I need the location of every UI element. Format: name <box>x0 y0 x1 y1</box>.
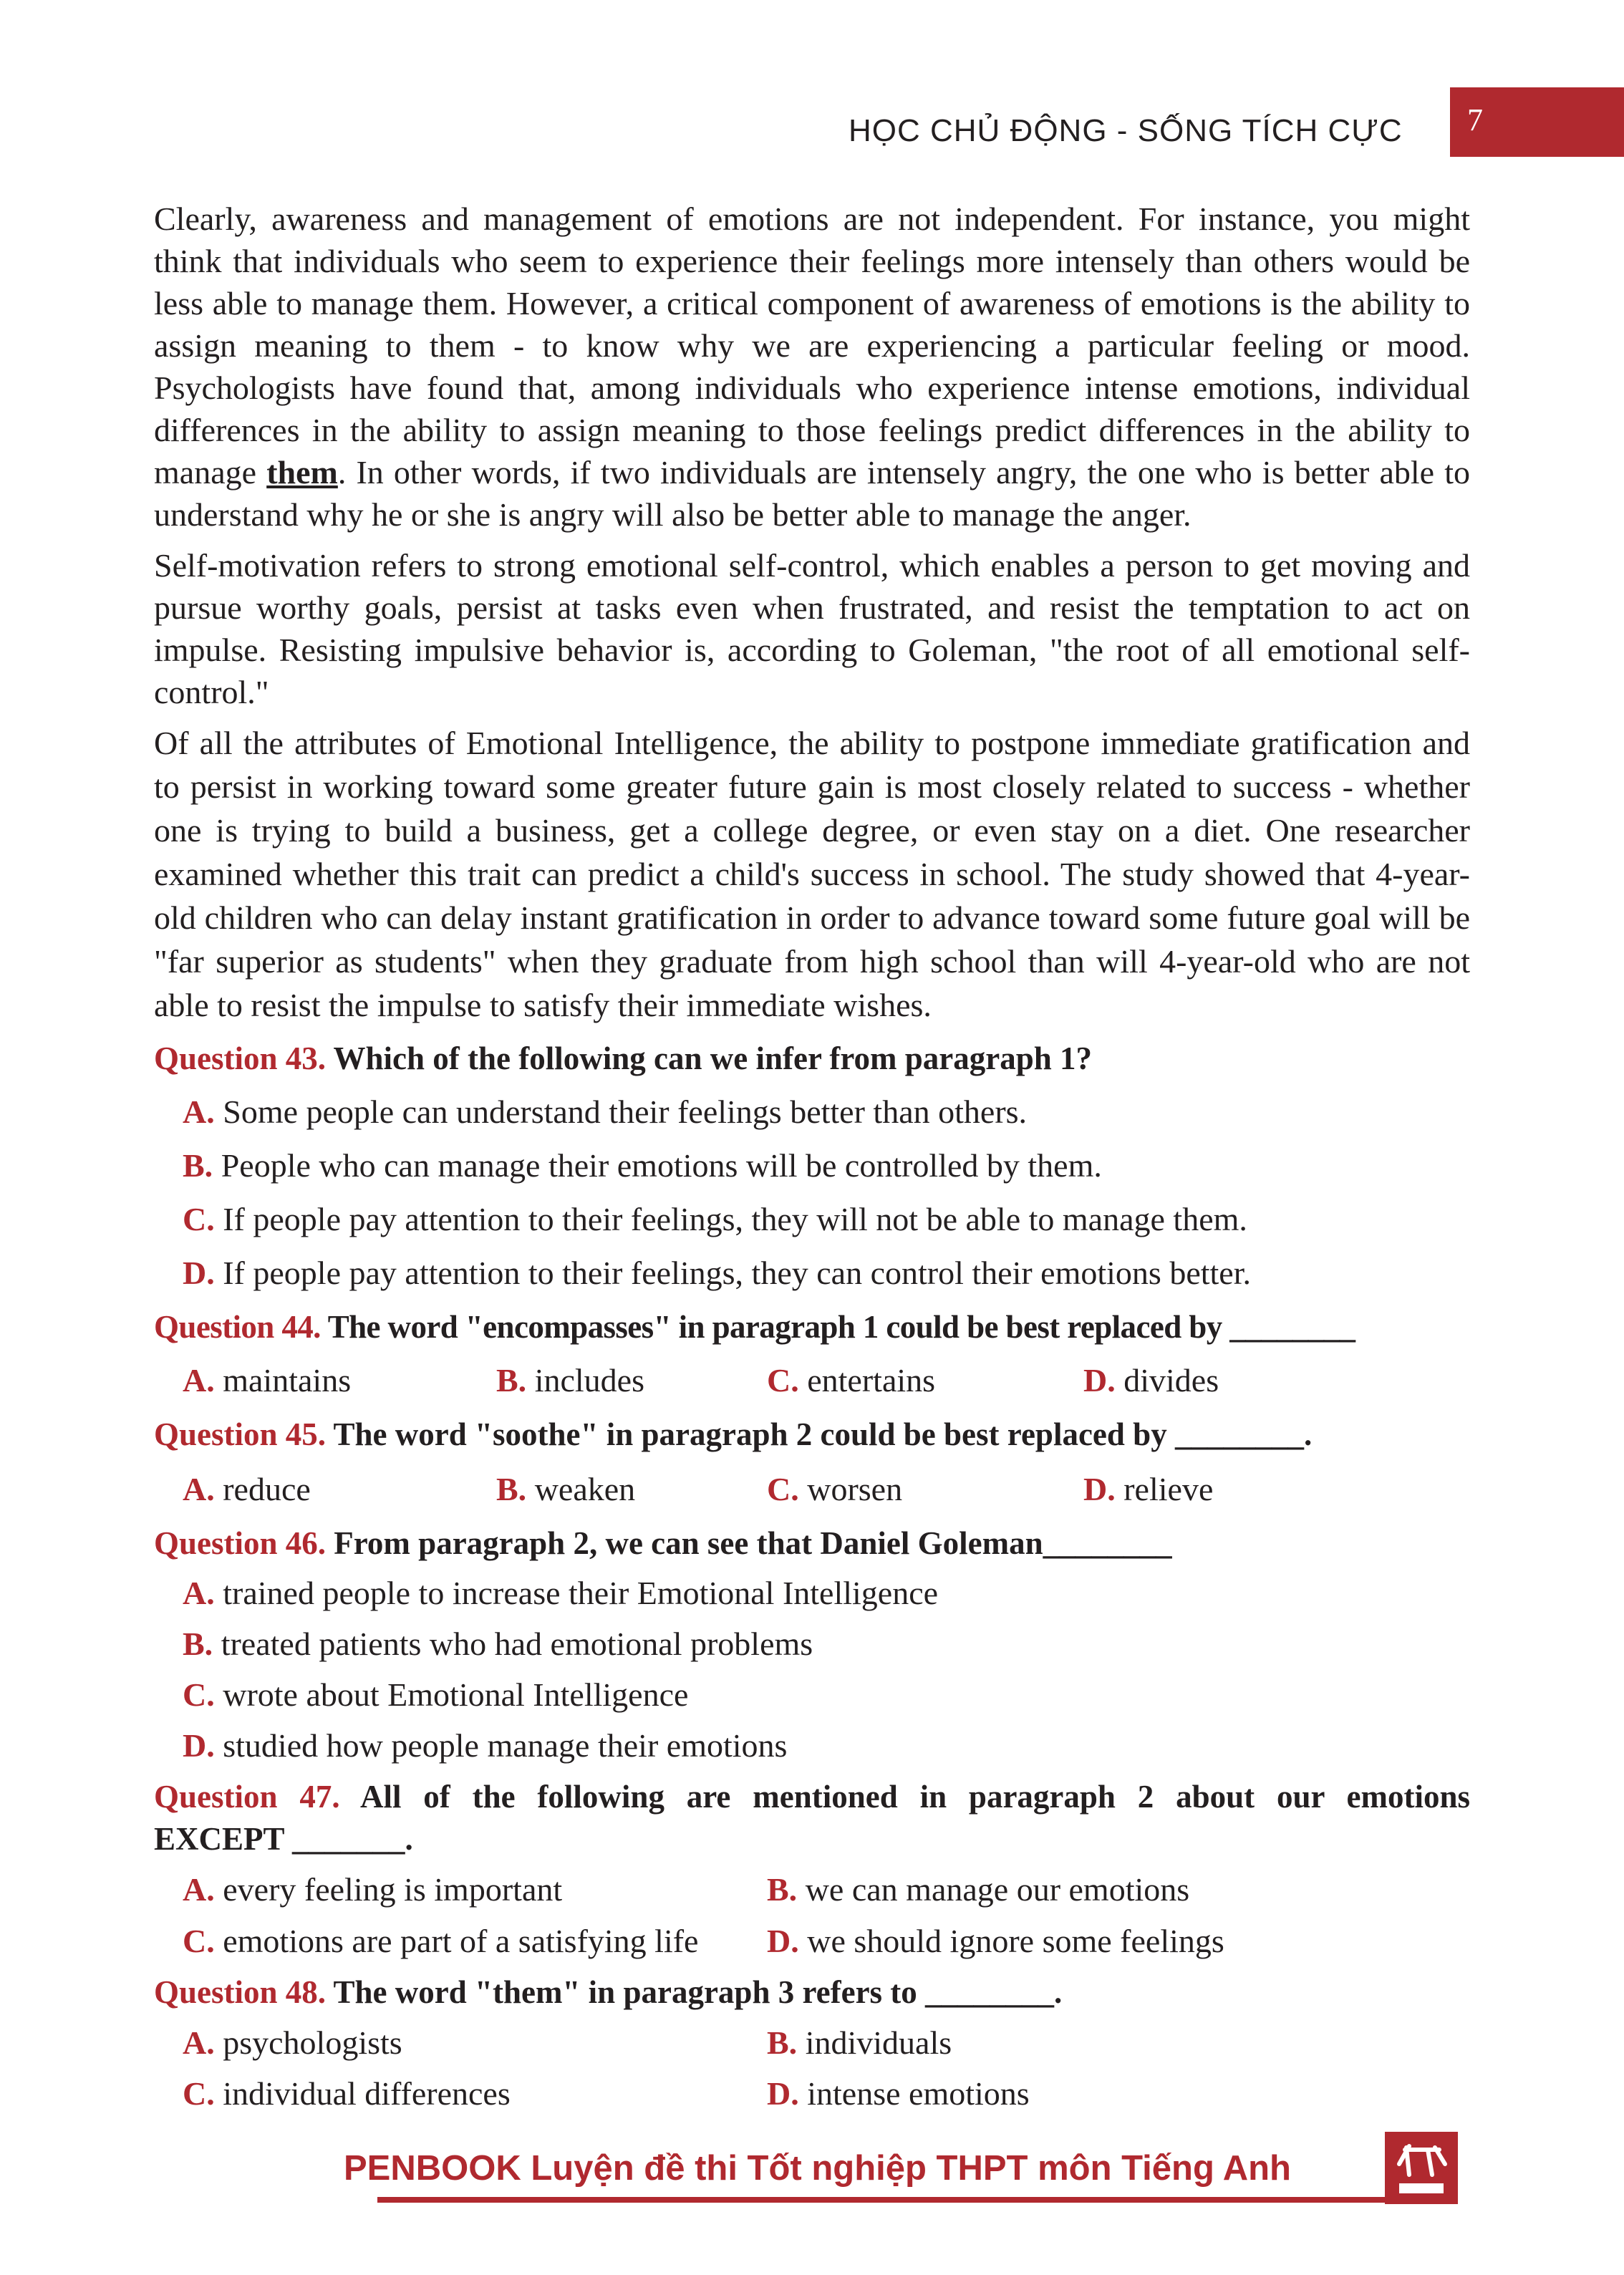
option-letter: D. <box>767 2075 799 2112</box>
question-label: Question 48. <box>154 1974 327 2010</box>
option-text: relieve <box>1123 1471 1214 1507</box>
option-text: divides <box>1123 1362 1219 1399</box>
paragraph-text: Clearly, awareness and management of emotions are not independent. For instance, you might think that individuals who seem to experience their feelings more intensely than others would be less able to manage them. However, a critical component of awareness of emotions is the ability to assign meaning to them - to know why we are experiencing a particular feeling or mood. Psychologists have found that, among individuals who experience intense emotions, individual differences in the ability to assign meaning to those feelings predict differences in the ability to manage <box>154 201 1470 491</box>
option-letter: B. <box>496 1362 527 1399</box>
option-b[interactable] <box>767 2022 952 2064</box>
question-label: Question 44. <box>154 1309 321 1345</box>
option-d[interactable] <box>1083 1468 1213 1511</box>
option-text: trained people to increase their Emotional Intelligence <box>223 1575 939 1611</box>
option-text: individual differences <box>223 2075 511 2112</box>
question-label: Question 45. <box>154 1416 327 1452</box>
option-letter: C. <box>767 1471 799 1507</box>
question-text: Which of the following can we infer from paragraph 1? <box>333 1040 1093 1076</box>
option-text: If people pay attention to their feelings, they will not be able to manage them. <box>223 1201 1247 1237</box>
option-c[interactable] <box>767 1359 935 1402</box>
footer-rule <box>377 2197 1386 2203</box>
question-48 <box>154 1971 1062 2014</box>
option-text: maintains <box>223 1362 352 1399</box>
option-c[interactable] <box>767 1468 902 1511</box>
paragraph-text: . In other words, if two individuals are intensely angry, the one who is better able to understand why he or she is angry will also be better able to manage the anger. <box>154 454 1471 533</box>
passage-paragraph-1 <box>154 198 1470 536</box>
question-43 <box>154 1037 1092 1080</box>
option-text: we can manage our emotions <box>805 1871 1190 1908</box>
option-a[interactable] <box>183 2022 402 2064</box>
question-text: The word "encompasses" in paragraph 1 could be best replaced by ________ <box>327 1309 1355 1345</box>
option-d[interactable] <box>1083 1359 1219 1402</box>
option-text: Some people can understand their feelings better than others. <box>223 1093 1028 1130</box>
question-label: Question 43. <box>154 1040 327 1076</box>
option-text: we should ignore some feelings <box>807 1923 1224 1959</box>
option-text: treated patients who had emotional problems <box>221 1626 813 1662</box>
option-text: entertains <box>807 1362 936 1399</box>
option-letter: C. <box>767 1362 799 1399</box>
option-text: intense emotions <box>807 2075 1030 2112</box>
option-b[interactable] <box>496 1468 635 1511</box>
question-45 <box>154 1413 1312 1456</box>
option-letter: D. <box>183 1255 215 1291</box>
option-b[interactable] <box>767 1868 1189 1911</box>
option-text: wrote about Emotional Intelligence <box>223 1676 689 1713</box>
option-letter: A. <box>183 1575 215 1611</box>
penbook-logo-icon <box>1385 2132 1458 2204</box>
option-letter: B. <box>767 2024 798 2061</box>
question-47 <box>154 1775 1470 1818</box>
question-46 <box>154 1522 1172 1565</box>
option-c[interactable] <box>183 2072 511 2115</box>
option-letter: C. <box>183 1676 215 1713</box>
option-a[interactable] <box>183 1572 938 1615</box>
passage-paragraph-3: Of all the attributes of Emotional Intelligence, the ability to postpone immediate gratification and to persist in working toward some greater future gain is most closely related to success - whether one is trying to build a business, get a college degree, or even stay on a diet. One researcher examined whether this trait can predict a child's success in school. The study showed that 4-year-old children who can delay instant gratification in order to advance toward some future goal will be "far superior as students" when they graduate from high school than will 4-year-old who are not able to resist the impulse to satisfy their immediate wishes. <box>154 725 1470 1023</box>
option-letter: B. <box>496 1471 527 1507</box>
option-text: reduce <box>223 1471 311 1507</box>
option-text: People who can manage their emotions will be controlled by them. <box>221 1147 1102 1184</box>
question-text: The word "them" in paragraph 3 refers to ________. <box>333 1974 1063 2010</box>
page-number: 7 <box>1467 102 1483 137</box>
option-text: individuals <box>805 2024 952 2061</box>
option-text: studied how people manage their emotions <box>223 1727 788 1764</box>
option-letter: B. <box>183 1626 213 1662</box>
option-d[interactable] <box>183 1724 787 1767</box>
option-text: emotions are part of a satisfying life <box>223 1923 699 1959</box>
footer-title: PENBOOK Luyện đề thi Tốt nghiệp THPT môn Tiếng Anh <box>344 2149 1291 2188</box>
option-letter: D. <box>183 1727 215 1764</box>
option-c[interactable] <box>183 1198 1247 1241</box>
question-text: All of the following are mentioned in paragraph 2 about our emotions <box>359 1779 1470 1815</box>
question-text: From paragraph 2, we can see that Daniel Goleman________ <box>334 1525 1172 1561</box>
option-d[interactable] <box>767 2072 1030 2115</box>
option-c[interactable] <box>183 1673 688 1716</box>
passage-paragraph-2: Self-motivation refers to strong emotional self-control, which enables a person to get moving and pursue worthy goals, persist at tasks even when frustrated, and resist the temptation to act on impulse. Resisting impulsive behavior is, according to Goleman, "the root of all emotional self-control." <box>154 547 1470 710</box>
option-letter: A. <box>183 2024 215 2061</box>
option-b[interactable] <box>183 1623 813 1666</box>
option-letter: A. <box>183 1471 215 1507</box>
option-letter: C. <box>183 1201 215 1237</box>
option-letter: B. <box>183 1147 213 1184</box>
running-header-title: HỌC CHỦ ĐỘNG - SỐNG TÍCH CỰC <box>849 113 1403 148</box>
option-letter: A. <box>183 1093 215 1130</box>
option-letter: C. <box>183 2075 215 2112</box>
option-c[interactable] <box>183 1920 698 1963</box>
question-text: The word "soothe" in paragraph 2 could be best replaced by ________. <box>333 1416 1313 1452</box>
highlighted-word: them <box>266 454 338 491</box>
option-a[interactable] <box>183 1468 311 1511</box>
page-number-box <box>1450 87 1624 157</box>
option-letter: A. <box>183 1362 215 1399</box>
option-d[interactable] <box>183 1252 1251 1295</box>
option-b[interactable] <box>496 1359 644 1402</box>
question-47-continuation: EXCEPT _______. <box>154 1821 413 1857</box>
option-a[interactable] <box>183 1359 351 1402</box>
question-44 <box>154 1305 1355 1348</box>
option-letter: D. <box>767 1923 799 1959</box>
option-text: every feeling is important <box>223 1871 563 1908</box>
option-a[interactable] <box>183 1091 1027 1134</box>
option-text: psychologists <box>223 2024 402 2061</box>
option-letter: A. <box>183 1871 215 1908</box>
question-label: Question 47. <box>154 1779 340 1815</box>
option-letter: D. <box>1083 1471 1116 1507</box>
option-letter: C. <box>183 1923 215 1959</box>
option-text: includes <box>534 1362 644 1399</box>
question-label: Question 46. <box>154 1525 327 1561</box>
option-letter: B. <box>767 1871 798 1908</box>
option-letter: D. <box>1083 1362 1116 1399</box>
option-b[interactable] <box>183 1144 1102 1187</box>
option-text: weaken <box>534 1471 636 1507</box>
option-a[interactable] <box>183 1868 562 1911</box>
option-text: worsen <box>807 1471 903 1507</box>
option-d[interactable] <box>767 1920 1224 1963</box>
option-text: If people pay attention to their feelings, they can control their emotions better. <box>223 1255 1252 1291</box>
